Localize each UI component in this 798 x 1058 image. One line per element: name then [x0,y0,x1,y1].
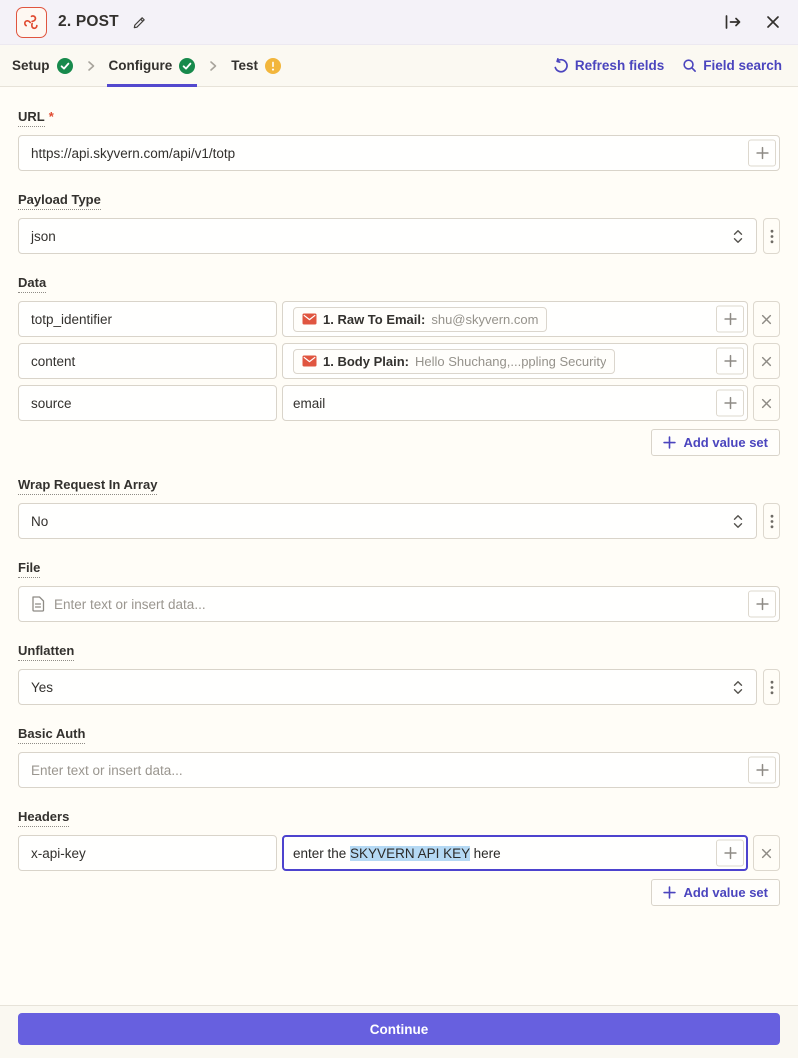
add-value-set-label: Add value set [683,435,768,450]
select-chevrons-icon [732,679,744,696]
x-icon [761,356,772,367]
plus-icon [724,397,737,410]
unflatten-menu-button[interactable] [763,669,780,705]
collapse-panel-button[interactable] [722,12,744,32]
panel-footer [0,1005,798,1058]
x-icon [761,398,772,409]
file-placeholder: Enter text or insert data... [54,596,206,612]
insert-data-button[interactable] [748,140,776,167]
mapped-field-pill[interactable] [293,349,615,374]
plus-icon [756,598,769,611]
insert-data-button[interactable] [716,348,744,375]
wrap-request-label: Wrap Request In Array [18,477,157,495]
data-key-input[interactable] [31,312,264,327]
insert-data-button[interactable] [716,840,744,867]
data-value-field[interactable] [282,343,748,379]
headers-key-field [18,835,277,871]
headers-key-input[interactable] [31,846,264,861]
continue-button[interactable]: Continue [18,1013,780,1045]
basic-auth-placeholder: Enter text or insert data... [31,762,183,778]
selected-text: SKYVERN API KEY [350,845,470,861]
payload-type-value: json [31,228,56,244]
add-value-set-button[interactable] [651,879,780,906]
data-key-input[interactable] [31,354,264,369]
payload-type-field-group [18,192,780,254]
basic-auth-field[interactable] [18,752,780,788]
check-circle-icon [179,58,195,74]
select-chevrons-icon [732,228,744,245]
plus-icon [724,847,737,860]
wrap-request-field-group [18,477,780,539]
tab-setup[interactable] [10,45,75,86]
remove-row-button[interactable] [753,385,780,421]
data-value-field [282,385,748,421]
step-tabbar [0,45,798,87]
unflatten-select[interactable] [18,669,757,705]
data-row [18,343,780,379]
remove-row-button[interactable] [753,835,780,871]
data-key-input[interactable] [31,396,264,411]
step-title: 2. POST [58,13,119,30]
unflatten-label: Unflatten [18,643,74,661]
file-label: File [18,560,40,578]
pill-value: Hello Shuchang,...ppling Security [414,353,607,369]
insert-data-button[interactable] [748,591,776,618]
pill-label: 1. Raw To Email: [323,311,426,327]
insert-data-button[interactable] [716,390,744,417]
headers-value-text: enter the SKYVERN API KEY here [293,845,501,861]
configure-form [0,87,798,906]
data-value-input[interactable] [293,396,705,411]
data-key-field [18,385,277,421]
file-field[interactable] [18,586,780,622]
refresh-icon [553,58,569,74]
active-tab-underline [107,84,198,87]
unflatten-field-group [18,643,780,705]
tab-configure[interactable] [107,45,198,86]
tab-test[interactable] [229,45,283,86]
insert-data-button[interactable] [716,306,744,333]
email-icon [302,355,317,367]
refresh-fields-label: Refresh fields [574,58,665,73]
basic-auth-label: Basic Auth [18,726,85,744]
headers-row [18,835,780,871]
kebab-menu-icon [770,514,774,529]
email-icon [302,313,317,325]
webhook-swirl-icon [22,13,41,32]
panel-header-actions [722,12,782,32]
add-value-set-button[interactable] [651,429,780,456]
data-field-group [18,275,780,456]
pill-label: 1. Body Plain: [323,353,409,369]
search-icon [682,58,697,73]
pencil-icon [132,15,147,30]
wrap-request-value: No [31,513,49,529]
unflatten-value: Yes [31,679,54,695]
tab-setup-label: Setup [12,58,50,73]
kebab-menu-icon [770,680,774,695]
field-toolbar [553,58,782,74]
plus-icon [724,313,737,326]
plus-icon [663,886,676,899]
data-label: Data [18,275,46,293]
headers-field-group [18,809,780,906]
remove-row-button[interactable] [753,343,780,379]
plus-icon [724,355,737,368]
alert-circle-icon [265,58,281,74]
panel-header [0,0,798,45]
check-circle-icon [57,58,73,74]
collapse-right-icon [724,14,742,30]
chevron-right-icon [86,60,96,72]
wrap-request-select[interactable] [18,503,757,539]
url-input[interactable] [31,146,737,161]
edit-title-button[interactable] [130,13,149,32]
kebab-menu-icon [770,229,774,244]
document-icon [31,596,45,612]
url-field [18,135,780,171]
field-search-label: Field search [703,58,782,73]
data-key-field [18,343,277,379]
headers-label: Headers [18,809,69,827]
close-panel-button[interactable] [764,13,782,31]
data-row [18,301,780,337]
insert-data-button[interactable] [748,757,776,784]
data-row [18,385,780,421]
plus-icon [756,147,769,160]
refresh-fields-button[interactable] [553,58,664,74]
url-field-group [18,109,780,171]
required-asterisk: * [48,109,54,124]
basic-auth-field-group [18,726,780,788]
select-chevrons-icon [732,513,744,530]
data-value-field[interactable] [282,301,748,337]
wrap-request-menu-button[interactable] [763,503,780,539]
remove-row-button[interactable] [753,301,780,337]
pill-value: shu@skyvern.com [431,311,539,327]
field-search-button[interactable] [682,58,782,73]
chevron-right-icon [208,60,218,72]
close-icon [766,15,780,29]
payload-type-select[interactable] [18,218,757,254]
payload-type-label: Payload Type [18,192,101,210]
mapped-field-pill[interactable] [293,307,547,332]
x-icon [761,314,772,325]
url-label: URL [18,109,45,127]
plus-icon [756,764,769,777]
webhooks-app-icon [16,7,47,38]
payload-type-menu-button[interactable] [763,218,780,254]
add-value-set-label: Add value set [683,885,768,900]
tab-test-label: Test [231,58,259,73]
headers-value-field[interactable] [282,835,748,871]
data-key-field [18,301,277,337]
x-icon [761,848,772,859]
tab-configure-label: Configure [108,58,173,73]
file-field-group [18,560,780,622]
plus-icon [663,436,676,449]
